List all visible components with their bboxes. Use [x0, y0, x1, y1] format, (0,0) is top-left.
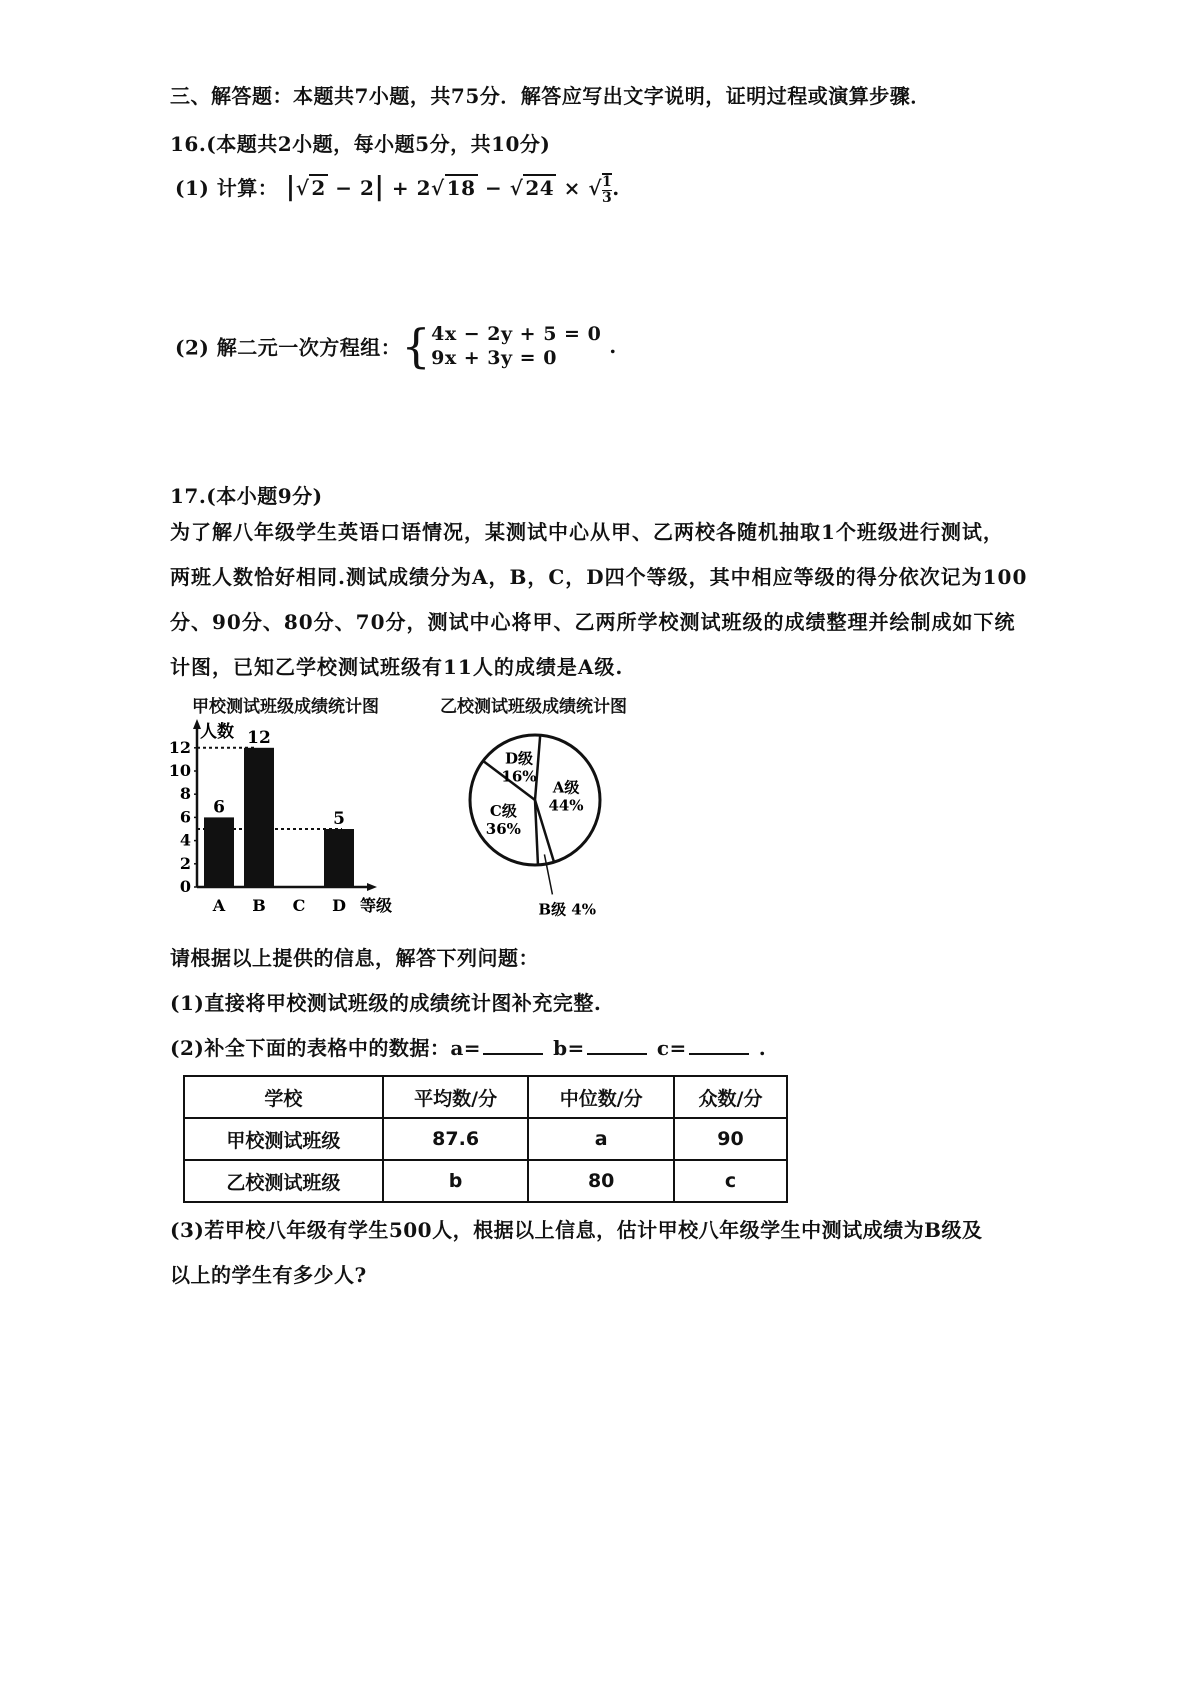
period: . [758, 1036, 767, 1060]
q17-sub1: (1)直接将甲校测试班级的成绩统计图补充完整. [170, 991, 602, 1015]
q17-header: 17.(本小题9分) [170, 484, 323, 508]
brace-icon: { [401, 319, 432, 373]
table-header-row [184, 1076, 787, 1118]
blank-a-label: a= [450, 1036, 482, 1060]
abs-close: | [374, 172, 385, 202]
blank-b-label: b= [553, 1036, 585, 1060]
q17-para-line4: 计图，已知乙学校测试班级有11人的成绩是A级. [170, 655, 624, 679]
pie-value-label: 36% [485, 819, 521, 838]
q16-part2-label: (2) 解二元一次方程组： [175, 335, 402, 360]
y-tick-label: 6 [179, 807, 191, 827]
y-tick-label: 2 [179, 853, 191, 873]
bar-value-label: 5 [333, 809, 345, 829]
x-tick-label: A [212, 896, 226, 915]
q17-sub2 [170, 1032, 766, 1061]
q17-para-line1: 为了解八年级学生英语口语情况，某测试中心从甲、乙两校各随机抽取1个班级进行测试， [170, 520, 1004, 544]
pie-label: D级 [504, 749, 534, 768]
abs-open: | [285, 172, 296, 202]
equation-system [431, 322, 601, 370]
bar-D [324, 829, 354, 887]
table-cell: 甲校测试班级 [184, 1118, 383, 1160]
table-cell: 80 [528, 1160, 674, 1202]
y-tick-label: 10 [168, 761, 191, 780]
x-axis-label: 等级 [360, 896, 393, 915]
blank-c[interactable] [689, 1035, 749, 1055]
q17-sub3-line1: (3)若甲校八年级有学生500人，根据以上信息，估计甲校八年级学生中测试成绩为B级及 [170, 1218, 983, 1242]
minus: − [477, 176, 510, 200]
pie-value-label: 44% [548, 796, 584, 815]
pie-chart-title: 乙校测试班级成绩统计图 [440, 697, 627, 717]
sub2-prefix: (2)补全下面的表格中的数据： [170, 1036, 451, 1060]
table-cell: 87.6 [383, 1118, 529, 1160]
x-tick-label: C [292, 896, 306, 915]
y-axis-label: 人数 [200, 722, 234, 742]
y-tick-label: 12 [168, 737, 191, 757]
q17-prompt: 请根据以上提供的信息，解答下列问题： [170, 946, 539, 970]
q16-part2 [175, 319, 617, 373]
table-header: 学校 [184, 1076, 383, 1118]
period: . [612, 176, 620, 200]
stats-table [183, 1075, 788, 1203]
table-cell: 乙校测试班级 [184, 1160, 383, 1202]
y-tick-label: 0 [179, 877, 191, 896]
x-axis-arrow-icon [367, 883, 377, 891]
table-cell: c [674, 1160, 787, 1202]
blank-c-label: c= [656, 1036, 687, 1060]
minus-2: − 2 [327, 176, 375, 200]
sqrt-18: √ 18 [431, 176, 476, 200]
table-header: 平均数/分 [383, 1076, 529, 1118]
q17-sub3-line2: 以上的学生有多少人? [170, 1263, 367, 1287]
pie-label: A级 [552, 778, 580, 797]
section-heading: 三、解答题：本题共7小题，共75分．解答应写出文字说明，证明过程或演算步骤． [170, 84, 931, 108]
y-tick-label: 8 [179, 784, 191, 804]
bar-chart [160, 715, 410, 925]
table-cell: a [528, 1118, 674, 1160]
bar-B [244, 748, 274, 887]
table-cell: b [383, 1160, 529, 1202]
table-header: 众数/分 [674, 1076, 787, 1118]
table-row [184, 1118, 787, 1160]
period: . [609, 334, 617, 358]
bar-A [204, 817, 234, 887]
pie-value-label: 16% [501, 767, 537, 786]
x-tick-label: B [252, 896, 266, 915]
equation-1: 4x − 2y + 5 = 0 [431, 323, 602, 345]
bar-value-label: 12 [247, 727, 271, 748]
q17-para-line3: 分、90分、80分、70分，测试中心将甲、乙两所学校测试班级的成绩整理并绘制成如下统 [170, 610, 1016, 634]
q16-part1 [175, 172, 620, 206]
times: × [556, 176, 589, 200]
table-row [184, 1160, 787, 1202]
blank-b[interactable] [587, 1035, 647, 1055]
pie-label: C级 [489, 801, 517, 820]
sqrt-2: √ 2 [295, 176, 326, 200]
bar-chart-title: 甲校测试班级成绩统计图 [192, 697, 379, 717]
table-header: 中位数/分 [528, 1076, 674, 1118]
sqrt-24: √ 24 [509, 176, 555, 200]
sqrt-one-third: √ $\frac{1}{3}$ [588, 174, 613, 206]
y-tick-label: 4 [179, 830, 191, 850]
plus-2: + 2 [384, 176, 432, 200]
equation-2: 9x + 3y = 0 [431, 347, 557, 369]
blank-a[interactable] [483, 1035, 543, 1055]
pie-label: B级 4% [538, 900, 597, 919]
x-tick-label: D [332, 896, 346, 915]
q17-para-line2: 两班人数恰好相同.测试成绩分为A，B，C，D四个等级，其中相应等级的得分依次记为100 [170, 565, 1028, 589]
q16-header: 16.(本题共2小题，每小题5分，共10分) [170, 132, 551, 156]
pie-chart [450, 715, 630, 919]
table-cell: 90 [674, 1118, 787, 1160]
q16-part1-label: (1) 计算： [175, 176, 279, 200]
bar-value-label: 6 [213, 797, 225, 818]
